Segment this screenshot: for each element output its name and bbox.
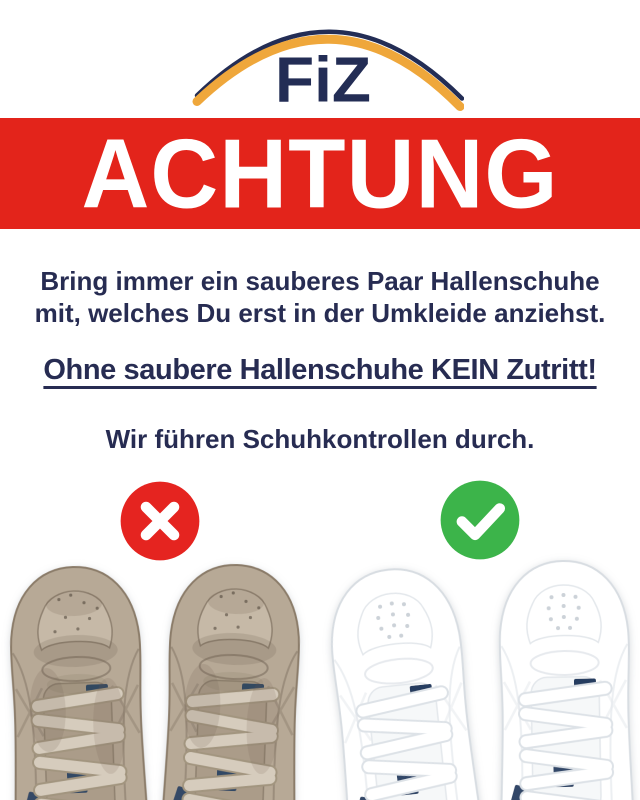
intro-line-1: Bring immer ein sauberes Paar Hallenschuhe xyxy=(40,266,600,296)
check-icon xyxy=(439,479,521,561)
fiz-logo-text: FiZ xyxy=(275,43,371,116)
intro-line-2: mit, welches Du erst in der Umkleide anziehst. xyxy=(34,298,606,328)
note-text: Wir führen Schuhkontrollen durch. xyxy=(105,424,535,454)
warning-banner xyxy=(0,118,640,229)
shoe-comparison xyxy=(0,545,640,800)
clean-shoes-photo xyxy=(320,545,640,800)
dirty-shoes-photo xyxy=(0,545,320,800)
warning-banner-title: ACHTUNG xyxy=(81,117,559,229)
rule-heading: Ohne saubere Hallenschuhe KEIN Zutritt! xyxy=(43,354,597,386)
fiz-logo-arc-icon xyxy=(176,24,464,118)
fiz-logo xyxy=(176,24,464,118)
x-icon xyxy=(119,480,201,562)
intro-paragraph xyxy=(0,265,640,329)
